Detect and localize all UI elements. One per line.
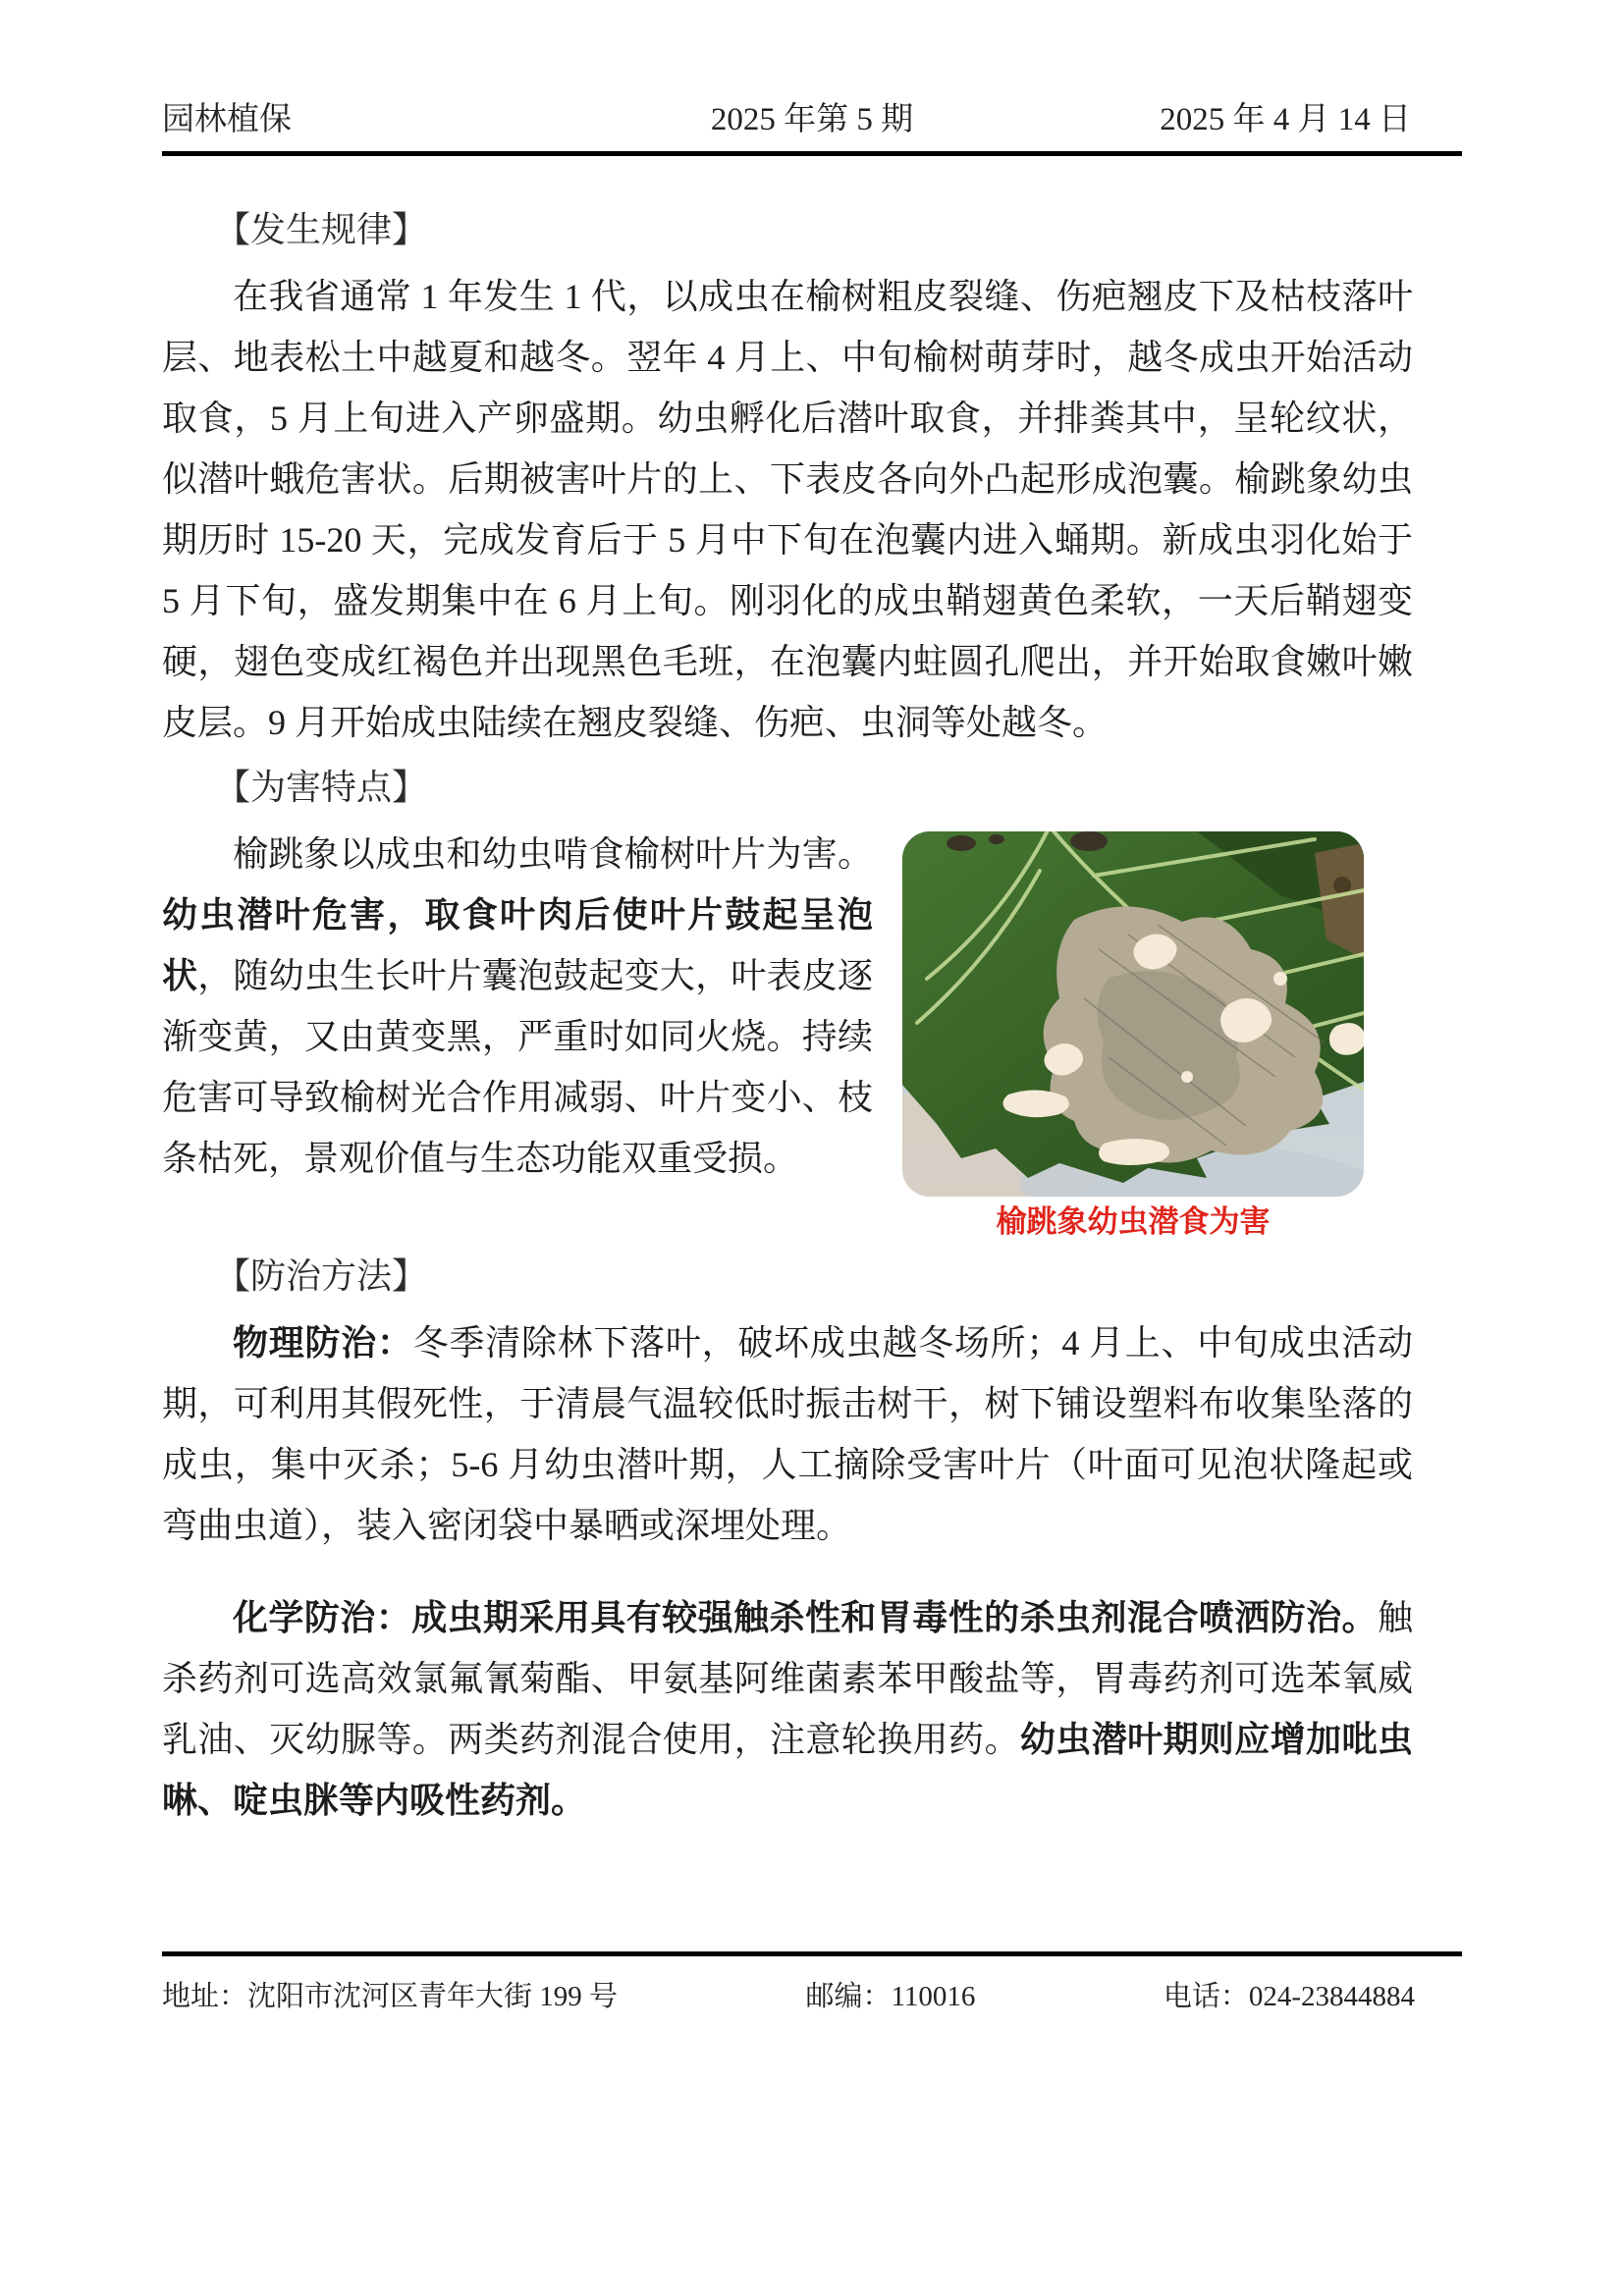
damage-section	[162, 824, 1413, 1242]
footer-phone: 电话：024-23844884	[1163, 1981, 1415, 2012]
publication-title: 园林植保	[162, 102, 292, 137]
photo-caption: 榆跳象幼虫潜食为害	[996, 1204, 1271, 1239]
page-header	[162, 98, 1462, 156]
section-heading-occurrence: 【发生规律】	[215, 210, 428, 249]
damage-photo-figure	[902, 831, 1364, 1242]
section-heading-control: 【防治方法】	[215, 1256, 428, 1296]
footer-address: 地址：沈阳市沈河区青年大街 199 号	[162, 1981, 619, 2012]
document-body	[162, 156, 1413, 1831]
issue-date: 2025 年 4 月 14 日	[1160, 102, 1411, 137]
section-heading-damage: 【为害特点】	[215, 768, 428, 807]
damage-photo	[902, 831, 1364, 1197]
chemical-control-paragraph: 化学防治：成虫期采用具有较强触杀性和胃毒性的杀虫剂混合喷洒防治。触杀药剂可选高效氯氟氰菊酯、甲氨基阿维菌素苯甲酸盐等，胃毒药剂可选苯氧威乳油、灭幼脲等。两类药剂混合使用，注意轮换用药。幼虫潜叶期则应增加吡虫啉、啶虫脒等内吸性药剂。	[162, 1598, 1413, 1820]
damage-paragraph: 榆跳象以成虫和幼虫啃食榆树叶片为害。幼虫潜叶危害，取食叶肉后使叶片鼓起呈泡状，随幼虫生长叶片囊泡鼓起变大，叶表皮逐渐变黄，又由黄变黑，严重时如同火烧。持续危害可导致榆树光合作用减弱、叶片变小、枝条枯死，景观价值与生态功能双重受损。	[162, 834, 873, 1178]
leaf-damage-illustration	[902, 831, 1364, 1197]
footer-postcode: 邮编：110016	[805, 1981, 976, 2012]
occurrence-paragraph: 在我省通常 1 年发生 1 代，以成虫在榆树粗皮裂缝、伤疤翘皮下及枯枝落叶层、地表松土中越夏和越冬。翌年 4 月上、中旬榆树萌芽时，越冬成虫开始活动取食，5 月上旬进入产卵盛期。幼虫孵化后潜叶取食，并排粪其中，呈轮纹状，似潜叶蛾危害状。后期被害叶片的上、下表皮各向外凸起形成泡囊。榆跳象幼虫期历时 15-20 天，完成发育后于 5 月中下旬在泡囊内进入蛹期。新成虫羽化始于 5 月下旬，盛发期集中在 6 月上旬。刚羽化的成虫鞘翅黄色柔软，一天后鞘翅变硬，翅色变成红褐色并出现黑色毛班，在泡囊内蛀圆孔爬出，并开始取食嫩叶嫩皮层。9 月开始成虫陆续在翘皮裂缝、伤疤、虫洞等处越冬。	[162, 277, 1413, 742]
issue-number: 2025 年第 5 期	[710, 102, 914, 137]
page-footer	[162, 1951, 1462, 2015]
physical-control-paragraph: 物理防治：冬季清除林下落叶，破坏成虫越冬场所；4 月上、中旬成虫活动期，可利用其假死性，于清晨气温较低时振击树干，树下铺设塑料布收集坠落的成虫，集中灭杀；5-6 月幼虫潜叶期，人工摘除受害叶片（叶面可见泡状隆起或弯曲虫道），装入密闭袋中暴晒或深埋处理。	[162, 1323, 1413, 1545]
